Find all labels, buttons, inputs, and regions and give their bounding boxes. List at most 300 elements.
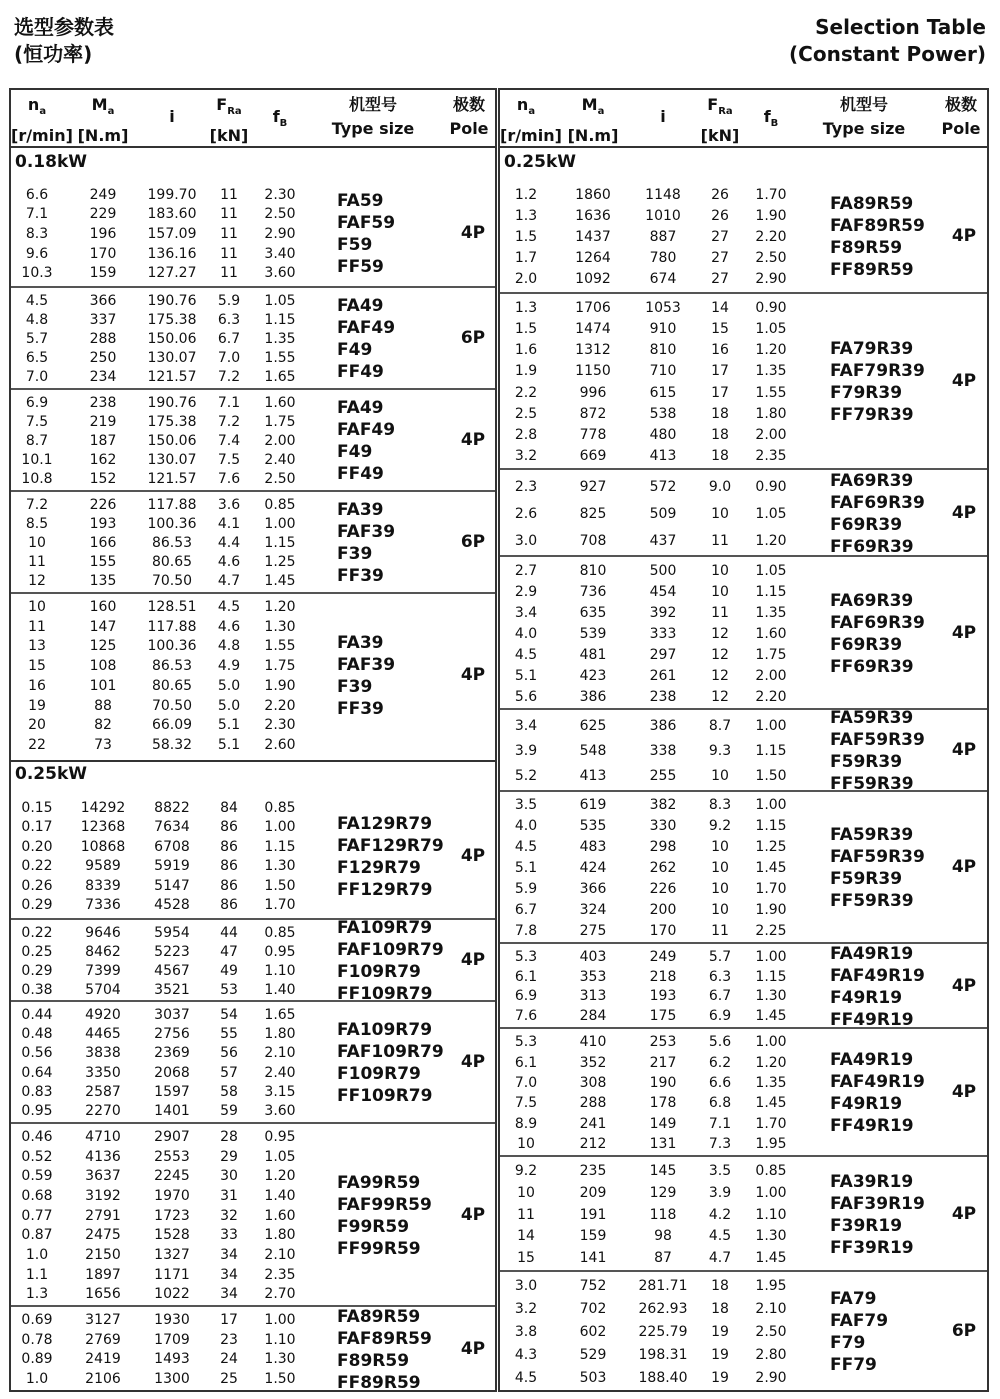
- type-size-item: FAF49R19: [830, 965, 925, 986]
- type-size-item: F49: [337, 442, 373, 462]
- cell-radial-load: 9.0: [708, 478, 732, 495]
- cell-torque: 5704: [85, 981, 121, 998]
- cell-torque: 249: [89, 186, 117, 203]
- cell-service-factor: 1.60: [264, 1207, 296, 1224]
- cell-speed: 22: [28, 737, 46, 754]
- cell-speed: 0.64: [21, 1064, 53, 1081]
- cell-radial-load: 26: [711, 208, 729, 225]
- cell-radial-load: 59: [220, 1103, 238, 1120]
- cell-radial-load: 3.6: [217, 496, 241, 513]
- selection-group: [500, 942, 987, 1029]
- cell-service-factor: 1.35: [755, 363, 787, 380]
- cell-ratio: 58.32: [151, 737, 193, 754]
- cell-torque: 170: [89, 245, 117, 262]
- cell-speed: 1.0: [25, 1246, 49, 1263]
- cell-ratio: 150.06: [147, 433, 197, 449]
- cell-radial-load: 19: [711, 1346, 729, 1363]
- cell-ratio: 129: [649, 1184, 677, 1201]
- cell-speed: 1.6: [514, 342, 538, 359]
- cell-ratio: 509: [649, 505, 677, 522]
- power-rating-label: 0.25kW: [15, 764, 88, 784]
- cell-speed: 10.8: [21, 471, 53, 488]
- column-header-pole: 极数 Pole: [449, 95, 489, 138]
- cell-speed: 5.3: [514, 948, 538, 965]
- selection-group: [500, 708, 987, 792]
- cell-service-factor: 1.70: [755, 187, 787, 204]
- cell-service-factor: 2.30: [264, 717, 296, 734]
- cell-service-factor: 1.50: [264, 1371, 296, 1388]
- cell-torque: 250: [89, 350, 117, 367]
- type-size-item: F49R19: [830, 987, 903, 1008]
- cell-ratio: 157.09: [147, 226, 197, 242]
- cell-torque: 927: [579, 478, 607, 495]
- cell-speed: 0.15: [21, 799, 53, 816]
- cell-ratio: 1970: [154, 1187, 190, 1204]
- cell-radial-load: 4.6: [217, 554, 241, 571]
- cell-torque: 635: [579, 604, 607, 621]
- type-size-item: FA109R79: [337, 1020, 433, 1040]
- cell-speed: 9.2: [514, 1162, 538, 1179]
- type-size-list: [830, 590, 925, 678]
- cell-ratio: 262: [649, 860, 677, 876]
- cell-ratio: 5954: [154, 924, 190, 941]
- type-size-item: FA39R19: [830, 1171, 914, 1192]
- cell-torque: 2769: [85, 1331, 121, 1348]
- cell-torque: 424: [579, 860, 607, 876]
- cell-service-factor: 2.30: [264, 186, 296, 203]
- cell-torque: 155: [89, 554, 117, 571]
- type-size-item: F49R19: [830, 1094, 903, 1114]
- type-size-list: [337, 397, 395, 485]
- cell-radial-load: 7.3: [708, 1135, 732, 1152]
- selection-group: [500, 468, 987, 557]
- cell-service-factor: 1.75: [264, 413, 296, 430]
- cell-ratio: 100.36: [147, 638, 197, 655]
- cell-service-factor: 1.90: [755, 901, 787, 918]
- cell-radial-load: 5.9: [217, 292, 241, 309]
- cell-radial-load: 86: [220, 819, 238, 836]
- cell-ratio: 3521: [154, 981, 190, 998]
- cell-speed: 6.9: [25, 394, 49, 411]
- cell-radial-load: 3.9: [708, 1184, 732, 1201]
- cell-torque: 2419: [85, 1351, 121, 1368]
- cell-ratio: 413: [649, 448, 677, 465]
- cell-torque: 996: [579, 384, 607, 401]
- cell-speed: 2.3: [514, 478, 538, 495]
- type-size-item: FA129R79: [337, 813, 433, 834]
- cell-radial-load: 4.5: [217, 598, 241, 615]
- cell-ratio: 1171: [154, 1266, 190, 1283]
- cell-torque: 193: [89, 515, 117, 532]
- cell-ratio: 226: [649, 880, 677, 897]
- cell-service-factor: 2.40: [264, 1064, 296, 1081]
- cell-service-factor: 1.00: [755, 797, 787, 814]
- cell-service-factor: 1.90: [264, 677, 296, 694]
- type-size-item: FAF49: [337, 420, 396, 440]
- pole-count: 4P: [951, 1203, 977, 1224]
- type-size-item: FA59R39: [830, 708, 914, 728]
- cell-speed: 7.0: [25, 369, 49, 386]
- cell-torque: 162: [89, 452, 117, 469]
- cell-radial-load: 10: [711, 860, 729, 876]
- cell-radial-load: 5.7: [708, 948, 732, 965]
- cell-radial-load: 16: [711, 342, 729, 359]
- cell-torque: 386: [579, 688, 607, 705]
- pole-count: 4P: [460, 1204, 486, 1225]
- cell-ratio: 1528: [154, 1227, 190, 1244]
- cell-radial-load: 10: [711, 768, 729, 785]
- cell-ratio: 66.09: [151, 717, 193, 734]
- cell-radial-load: 27: [711, 270, 729, 287]
- type-size-item: F69R39: [830, 634, 903, 655]
- cell-speed: 4.0: [514, 818, 538, 835]
- cell-radial-load: 14: [711, 299, 729, 316]
- cell-radial-load: 12: [711, 688, 729, 705]
- cell-torque: 101: [89, 677, 117, 694]
- selection-group: [11, 490, 495, 594]
- cell-torque: 702: [579, 1301, 607, 1318]
- cell-torque: 88: [94, 697, 112, 714]
- cell-ratio: 480: [649, 427, 677, 444]
- type-size-item: FF69R39: [830, 536, 914, 557]
- type-size-item: F99R59: [337, 1216, 410, 1237]
- column-header-radial-load: $F_{Ra}$ [kN]: [700, 95, 740, 146]
- cell-radial-load: 8.3: [708, 797, 732, 814]
- cell-service-factor: 0.85: [755, 1162, 787, 1179]
- type-size-item: FAF109R79: [337, 940, 444, 960]
- cell-radial-load: 6.9: [708, 1008, 732, 1025]
- selection-group: [500, 1155, 987, 1272]
- cell-ratio: 136.16: [147, 245, 197, 262]
- type-size-item: FA109R79: [337, 918, 433, 938]
- cell-speed: 9.6: [25, 245, 49, 262]
- cell-torque: 7399: [85, 962, 121, 979]
- cell-service-factor: 2.20: [755, 229, 787, 245]
- cell-service-factor: 0.85: [264, 496, 296, 513]
- cell-torque: 9589: [85, 858, 121, 875]
- column-header-torque: $M_a$ [N.m]: [567, 95, 619, 146]
- pole-count: 6P: [951, 1321, 977, 1341]
- cell-speed: 0.29: [21, 897, 53, 914]
- cell-service-factor: 2.00: [755, 667, 787, 684]
- cell-ratio: 392: [649, 604, 677, 621]
- cell-ratio: 1709: [154, 1331, 190, 1348]
- cell-speed: 0.69: [21, 1311, 53, 1328]
- cell-ratio: 710: [649, 363, 677, 380]
- cell-torque: 7336: [85, 897, 121, 914]
- cell-radial-load: 6.2: [708, 1054, 732, 1071]
- cell-torque: 241: [579, 1115, 607, 1132]
- cell-torque: 14292: [80, 799, 126, 816]
- cell-service-factor: 1.40: [264, 1187, 296, 1204]
- cell-torque: 602: [579, 1324, 607, 1340]
- type-size-item: F49: [337, 340, 373, 360]
- selection-group: [11, 182, 495, 286]
- cell-speed: 7.1: [25, 206, 49, 223]
- cell-torque: 219: [89, 413, 117, 430]
- type-size-item: F79R39: [830, 383, 903, 403]
- type-size-item: FF49R19: [830, 1116, 914, 1136]
- cell-speed: 6.5: [25, 350, 49, 367]
- cell-ratio: 1022: [154, 1286, 190, 1303]
- cell-service-factor: 1.20: [755, 1054, 787, 1071]
- cell-torque: 187: [89, 433, 117, 449]
- cell-ratio: 117.88: [147, 618, 197, 635]
- cell-ratio: 131: [649, 1135, 677, 1152]
- cell-torque: 235: [579, 1162, 607, 1179]
- cell-torque: 1437: [575, 229, 611, 245]
- cell-ratio: 338: [649, 743, 677, 759]
- cell-service-factor: 3.60: [264, 265, 296, 282]
- cell-speed: 6.1: [514, 968, 538, 985]
- cell-radial-load: 27: [711, 249, 729, 266]
- cell-torque: 1264: [575, 249, 611, 266]
- selection-group: [500, 1270, 987, 1392]
- cell-service-factor: 1.20: [755, 532, 787, 549]
- cell-speed: 1.7: [514, 249, 538, 266]
- selection-group: [11, 592, 495, 758]
- type-size-item: F59R39: [830, 752, 903, 772]
- type-size-list: [830, 1288, 888, 1376]
- cell-radial-load: 53: [220, 981, 238, 998]
- cell-torque: 619: [579, 797, 607, 814]
- column-header-speed: $n_a$ [r/min]: [500, 95, 562, 146]
- cell-speed: 3.0: [514, 1278, 538, 1295]
- cell-service-factor: 1.30: [755, 988, 787, 1005]
- type-size-item: FA89R59: [337, 1306, 421, 1327]
- type-size-item: FF69R39: [830, 656, 914, 677]
- pole-count: 4P: [951, 226, 977, 246]
- cell-service-factor: 0.95: [264, 943, 296, 960]
- cell-service-factor: 1.70: [755, 880, 787, 897]
- cell-torque: 1860: [575, 187, 611, 204]
- type-size-item: FAF39: [337, 522, 396, 542]
- type-size-list: [337, 917, 444, 1005]
- cell-ratio: 175.38: [147, 413, 197, 430]
- cell-service-factor: 1.15: [755, 818, 787, 835]
- cell-torque: 1150: [575, 363, 611, 380]
- cell-ratio: 297: [649, 646, 677, 663]
- cell-ratio: 1327: [154, 1246, 190, 1263]
- cell-radial-load: 31: [220, 1187, 238, 1204]
- cell-service-factor: 1.05: [264, 1148, 296, 1165]
- cell-service-factor: 1.05: [264, 292, 296, 309]
- cell-radial-load: 84: [220, 799, 238, 816]
- selection-group: [11, 1122, 495, 1307]
- cell-ratio: 674: [649, 270, 677, 287]
- cell-service-factor: 1.00: [264, 515, 296, 532]
- cell-ratio: 2756: [154, 1026, 190, 1042]
- cell-speed: 8.3: [25, 226, 49, 242]
- cell-service-factor: 1.25: [264, 554, 296, 571]
- cell-ratio: 2068: [154, 1064, 190, 1081]
- cell-speed: 11: [28, 554, 46, 571]
- cell-torque: 229: [89, 206, 117, 223]
- cell-radial-load: 11: [220, 186, 238, 203]
- cell-service-factor: 1.45: [755, 860, 787, 876]
- cell-speed: 0.17: [21, 819, 53, 836]
- cell-speed: 8.5: [25, 515, 49, 532]
- cell-service-factor: 1.45: [755, 1095, 787, 1112]
- cell-ratio: 1723: [154, 1207, 190, 1224]
- type-size-list: [830, 193, 925, 281]
- selection-group: [500, 790, 987, 944]
- cell-service-factor: 1.80: [264, 1227, 296, 1244]
- cell-torque: 135: [89, 573, 117, 590]
- cell-radial-load: 11: [220, 265, 238, 282]
- cell-ratio: 8822: [154, 799, 190, 816]
- cell-speed: 0.95: [21, 1103, 53, 1120]
- cell-torque: 529: [579, 1346, 607, 1363]
- cell-radial-load: 30: [220, 1168, 238, 1185]
- cell-ratio: 1493: [154, 1351, 190, 1368]
- type-size-list: [337, 190, 395, 278]
- cell-speed: 10.1: [21, 452, 53, 469]
- cell-torque: 191: [579, 1206, 607, 1223]
- cell-ratio: 4528: [154, 897, 190, 914]
- cell-ratio: 2907: [154, 1128, 190, 1145]
- cell-radial-load: 23: [220, 1331, 238, 1348]
- cell-radial-load: 6.7: [708, 988, 732, 1005]
- cell-torque: 8462: [85, 943, 121, 960]
- power-rating-label: 0.18kW: [15, 152, 88, 172]
- cell-radial-load: 5.0: [217, 677, 241, 694]
- cell-ratio: 572: [649, 478, 677, 495]
- cell-ratio: 70.50: [151, 573, 193, 590]
- cell-service-factor: 1.70: [755, 1115, 787, 1132]
- cell-ratio: 437: [649, 532, 677, 549]
- cell-torque: 403: [579, 948, 607, 965]
- cell-speed: 1.3: [514, 299, 538, 316]
- cell-speed: 5.7: [25, 331, 49, 347]
- cell-ratio: 6708: [154, 838, 190, 855]
- type-size-item: FF39: [337, 566, 384, 586]
- cell-ratio: 454: [649, 583, 677, 600]
- cell-ratio: 249: [649, 948, 677, 965]
- cell-radial-load: 10: [711, 880, 729, 897]
- cell-radial-load: 18: [711, 427, 729, 444]
- cell-radial-load: 4.4: [217, 535, 241, 551]
- cell-torque: 825: [579, 505, 607, 522]
- cell-service-factor: 2.35: [264, 1266, 296, 1283]
- cell-ratio: 98: [654, 1228, 672, 1245]
- cell-service-factor: 3.60: [264, 1103, 296, 1120]
- cell-torque: 353: [579, 968, 607, 985]
- cell-torque: 288: [579, 1095, 607, 1112]
- type-size-item: FAF79: [830, 1311, 889, 1331]
- cell-service-factor: 2.10: [755, 1301, 787, 1318]
- cell-speed: 0.59: [21, 1168, 53, 1185]
- pole-count: 4P: [460, 1338, 486, 1359]
- cell-radial-load: 56: [220, 1045, 238, 1062]
- cell-service-factor: 0.90: [755, 478, 787, 495]
- type-size-list: [830, 338, 925, 426]
- cell-service-factor: 1.65: [264, 369, 296, 386]
- cell-radial-load: 11: [220, 245, 238, 262]
- cell-radial-load: 34: [220, 1286, 238, 1303]
- cell-ratio: 80.65: [151, 554, 193, 571]
- cell-ratio: 262.93: [638, 1301, 688, 1318]
- cell-radial-load: 17: [711, 384, 729, 401]
- cell-torque: 2270: [85, 1103, 121, 1120]
- cell-service-factor: 1.05: [755, 505, 787, 522]
- column-header-row: [11, 90, 495, 148]
- cell-speed: 0.22: [21, 858, 53, 875]
- cell-torque: 212: [579, 1135, 607, 1152]
- cell-radial-load: 6.7: [217, 331, 241, 347]
- cell-ratio: 175.38: [147, 311, 197, 328]
- cell-ratio: 298: [649, 839, 677, 856]
- cell-service-factor: 2.90: [755, 270, 787, 287]
- cell-speed: 5.2: [514, 768, 538, 785]
- type-size-item: F89R59: [337, 1350, 410, 1371]
- cell-torque: 159: [579, 1228, 607, 1245]
- type-size-item: F59R39: [830, 869, 903, 889]
- cell-speed: 5.3: [514, 1034, 538, 1051]
- column-header-speed: $n_a$ [r/min]: [11, 95, 73, 146]
- cell-service-factor: 1.00: [755, 1184, 787, 1201]
- cell-radial-load: 26: [711, 187, 729, 204]
- type-size-item: FA69R39: [830, 470, 914, 491]
- type-size-item: FF109R79: [337, 984, 433, 1004]
- column-header-ratio: i: [169, 107, 175, 126]
- cell-speed: 5.1: [514, 667, 538, 684]
- cell-radial-load: 29: [220, 1148, 238, 1165]
- cell-torque: 1706: [575, 299, 611, 316]
- cell-radial-load: 57: [220, 1064, 238, 1081]
- cell-ratio: 1401: [154, 1103, 190, 1120]
- cell-torque: 160: [89, 598, 117, 615]
- cell-radial-load: 4.5: [708, 1228, 732, 1245]
- type-size-item: FAF59: [337, 213, 396, 233]
- cell-speed: 6.9: [514, 988, 538, 1005]
- cell-speed: 7.2: [25, 496, 49, 513]
- cell-service-factor: 1.05: [755, 320, 787, 337]
- cell-speed: 0.89: [21, 1351, 53, 1368]
- cell-radial-load: 5.6: [708, 1034, 732, 1051]
- cell-service-factor: 1.55: [264, 350, 296, 367]
- cell-radial-load: 86: [220, 897, 238, 914]
- cell-speed: 3.4: [514, 717, 538, 734]
- cell-speed: 16: [28, 677, 46, 694]
- cell-speed: 10: [517, 1184, 535, 1201]
- cell-ratio: 7634: [154, 819, 190, 836]
- cell-speed: 0.56: [21, 1045, 53, 1062]
- cell-torque: 308: [579, 1074, 607, 1091]
- cell-service-factor: 3.15: [264, 1084, 296, 1100]
- type-size-item: FF89R59: [830, 260, 914, 280]
- cell-ratio: 1597: [154, 1084, 190, 1100]
- cell-speed: 0.52: [21, 1148, 53, 1165]
- type-size-item: FF39: [337, 699, 384, 719]
- cell-torque: 548: [579, 743, 607, 759]
- cell-service-factor: 2.00: [264, 433, 296, 449]
- cell-radial-load: 5.1: [217, 717, 241, 734]
- selection-group: [11, 795, 495, 918]
- type-size-item: FF49: [337, 362, 384, 382]
- pole-count: 4P: [460, 665, 486, 685]
- cell-service-factor: 2.50: [264, 206, 296, 223]
- type-size-item: F39R19: [830, 1215, 903, 1236]
- cell-ratio: 118: [649, 1206, 677, 1223]
- cell-torque: 141: [579, 1250, 607, 1267]
- cell-radial-load: 7.1: [708, 1115, 732, 1132]
- cell-torque: 3838: [85, 1045, 121, 1062]
- cell-service-factor: 2.20: [755, 688, 787, 705]
- type-size-item: FAF109R79: [337, 1042, 444, 1062]
- cell-radial-load: 11: [220, 226, 238, 242]
- cell-torque: 73: [94, 737, 112, 754]
